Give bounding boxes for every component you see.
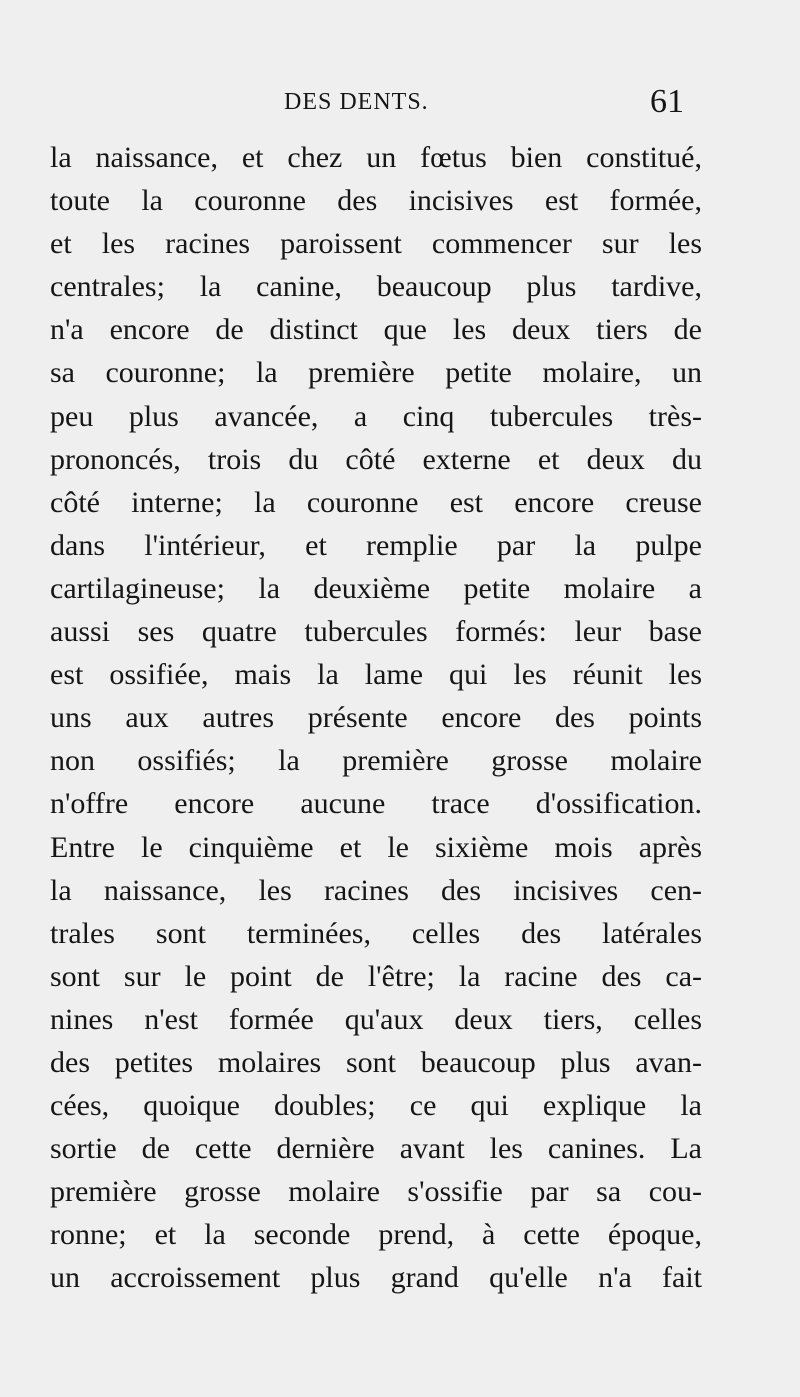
text-line: dans l'intérieur, et remplie par la pulpe [50, 528, 702, 562]
text-line: non ossifiés; la première grosse molaire [50, 744, 702, 778]
text-line: sont sur le point de l'être; la racine des ca- [50, 959, 702, 993]
page-header [0, 84, 800, 124]
text-line: cartilagineuse; la deuxième petite molaire a [50, 571, 702, 605]
text-line: la naissance, les racines des incisives cen- [50, 873, 702, 907]
text-line: n'a encore de distinct que les deux tiers de [50, 313, 702, 347]
text-line: est ossifiée, mais la lame qui les réunit les [50, 658, 702, 692]
text-line: trales sont terminées, celles des latérales [50, 916, 702, 950]
text-line: un accroissement plus grand qu'elle n'a fait [50, 1261, 702, 1295]
text-line: première grosse molaire s'ossifie par sa cou- [50, 1175, 702, 1209]
text-line: centrales; la canine, beaucoup plus tardive, [50, 270, 702, 304]
text-line: aussi ses quatre tubercules formés: leur base [50, 615, 702, 649]
running-head: DES DENTS. [284, 89, 429, 115]
text-line: côté interne; la couronne est encore creuse [50, 485, 702, 519]
text-line: prononcés, trois du côté externe et deux du [50, 442, 702, 476]
body-text [50, 136, 702, 1300]
text-line: Entre le cinquième et le sixième mois après [50, 830, 702, 864]
text-line: sa couronne; la première petite molaire, un [50, 356, 702, 390]
text-line: peu plus avancée, a cinq tubercules très- [50, 399, 702, 433]
text-line: la naissance, et chez un fœtus bien constitué, [50, 141, 702, 174]
text-line: toute la couronne des incisives est formée, [50, 184, 702, 218]
text-line: n'offre encore aucune trace d'ossification. [50, 787, 702, 821]
text-line: nines n'est formée qu'aux deux tiers, celles [50, 1002, 702, 1036]
text-line: uns aux autres présente encore des points [50, 701, 702, 735]
text-line: des petites molaires sont beaucoup plus avan- [50, 1045, 702, 1079]
text-line: et les racines paroissent commencer sur les [50, 227, 702, 261]
text-line: sortie de cette dernière avant les canines. La [50, 1132, 702, 1166]
text-line: ronne; et la seconde prend, à cette époque, [50, 1218, 702, 1252]
text-line: cées, quoique doubles; ce qui explique la [50, 1089, 702, 1123]
page-number: 61 [650, 83, 684, 120]
